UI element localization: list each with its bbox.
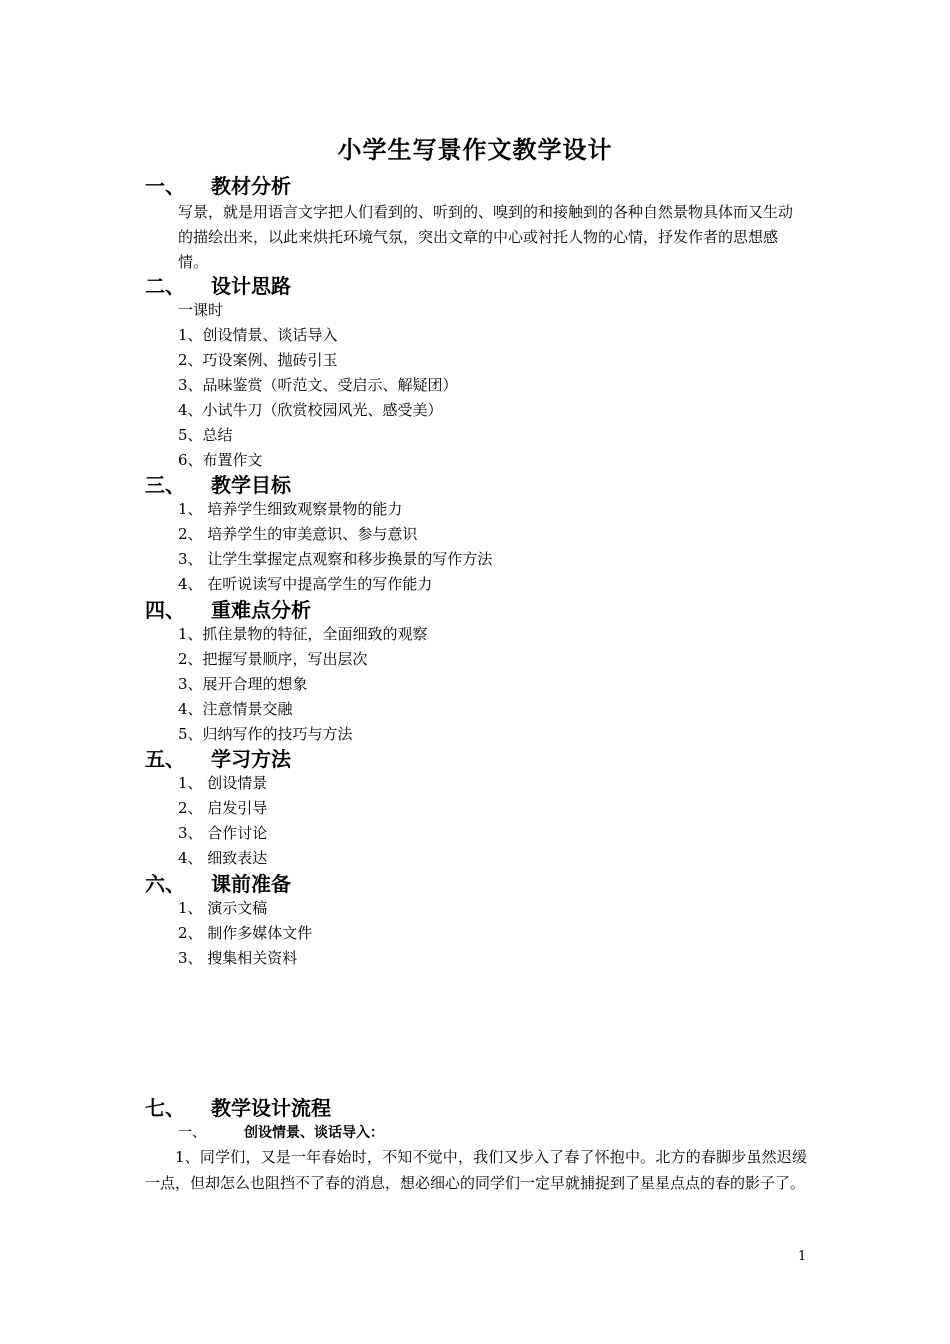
list-item: 4、注意情景交融: [178, 700, 293, 718]
list-item: 2、 启发引导: [178, 799, 268, 817]
list-item: 6、布置作文: [178, 451, 263, 469]
list-item: 3、 合作讨论: [178, 824, 268, 842]
page-number: 1: [798, 1249, 807, 1264]
section-number: 六、: [145, 872, 185, 896]
section-heading-1: [145, 172, 291, 200]
list-item: 1、 培养学生细致观察景物的能力: [178, 500, 403, 518]
section-heading-2: [145, 272, 291, 300]
list-item: 3、 让学生掌握定点观察和移步换景的写作方法: [178, 550, 493, 568]
list-item: 4、 在听说读写中提高学生的写作能力: [178, 575, 433, 593]
list-item: 5、总结: [178, 426, 233, 444]
document-title: 小学生写景作文教学设计: [337, 136, 613, 164]
list-item: 1、 演示文稿: [178, 899, 268, 917]
section-title: 设计思路: [211, 274, 291, 298]
section-number: 五、: [145, 747, 185, 771]
section-heading-6: [145, 870, 291, 898]
section-paragraph-1: 写景，就是用语言文字把人们看到的、听到的、嗅到的和接触到的各种自然景物具体而又生动的描绘出来，以此来烘托环境气氛，突出文章的中心或衬托人物的心情，抒发作者的思想感情。: [178, 203, 794, 271]
section-title: 课前准备: [211, 872, 291, 896]
list-item: 4、小试牛刀（欣赏校园风光、感受美）: [178, 401, 443, 419]
section-heading-5: [145, 745, 291, 773]
list-item: 2、巧设案例、抛砖引玉: [178, 351, 338, 369]
section-heading-3: [145, 471, 291, 499]
list-item: 3、 搜集相关资料: [178, 949, 298, 967]
section-title: 教学目标: [211, 473, 291, 497]
section-heading-7: [145, 1094, 331, 1122]
list-item: 3、品味鉴赏（听范文、受启示、解疑团）: [178, 376, 458, 394]
list-item: 2、 制作多媒体文件: [178, 924, 313, 942]
list-item: 2、 培养学生的审美意识、参与意识: [178, 525, 418, 543]
list-item: 1、 创设情景: [178, 774, 268, 792]
section-paragraph-7: 1、同学们，又是一年春始时，不知不觉中，我们又步入了春了怀抱中。北方的春脚步虽然迟缓一点，但却怎么也阻挡不了春的消息，想必细心的同学们一定早就捕捉到了星星点点的春的影子了。: [145, 1148, 807, 1192]
list-item: 4、 细致表达: [178, 849, 268, 867]
list-item: 5、归纳写作的技巧与方法: [178, 725, 353, 743]
subsection-heading: [178, 1122, 384, 1144]
section-number: 四、: [145, 598, 185, 622]
section-title: 重难点分析: [211, 598, 311, 622]
list-item: 1、创设情景、谈话导入: [178, 326, 338, 344]
section-number: 七、: [145, 1096, 185, 1120]
section-number: 三、: [145, 473, 185, 497]
section-heading-4: [145, 596, 311, 624]
section-title: 教材分析: [211, 174, 291, 198]
section-number: 一、: [145, 174, 185, 198]
list-item: 3、展开合理的想象: [178, 675, 308, 693]
section-title: 教学设计流程: [211, 1096, 331, 1120]
section-number: 二、: [145, 274, 185, 298]
section-title: 学习方法: [211, 747, 291, 771]
list-item: 1、抓住景物的特征，全面细致的观察: [178, 625, 428, 643]
list-item: 一课时: [178, 301, 224, 319]
subsection-title: 创设情景、谈话导入：: [244, 1125, 384, 1141]
subsection-number: 一、: [178, 1125, 206, 1141]
list-item: 2、把握写景顺序，写出层次: [178, 650, 368, 668]
